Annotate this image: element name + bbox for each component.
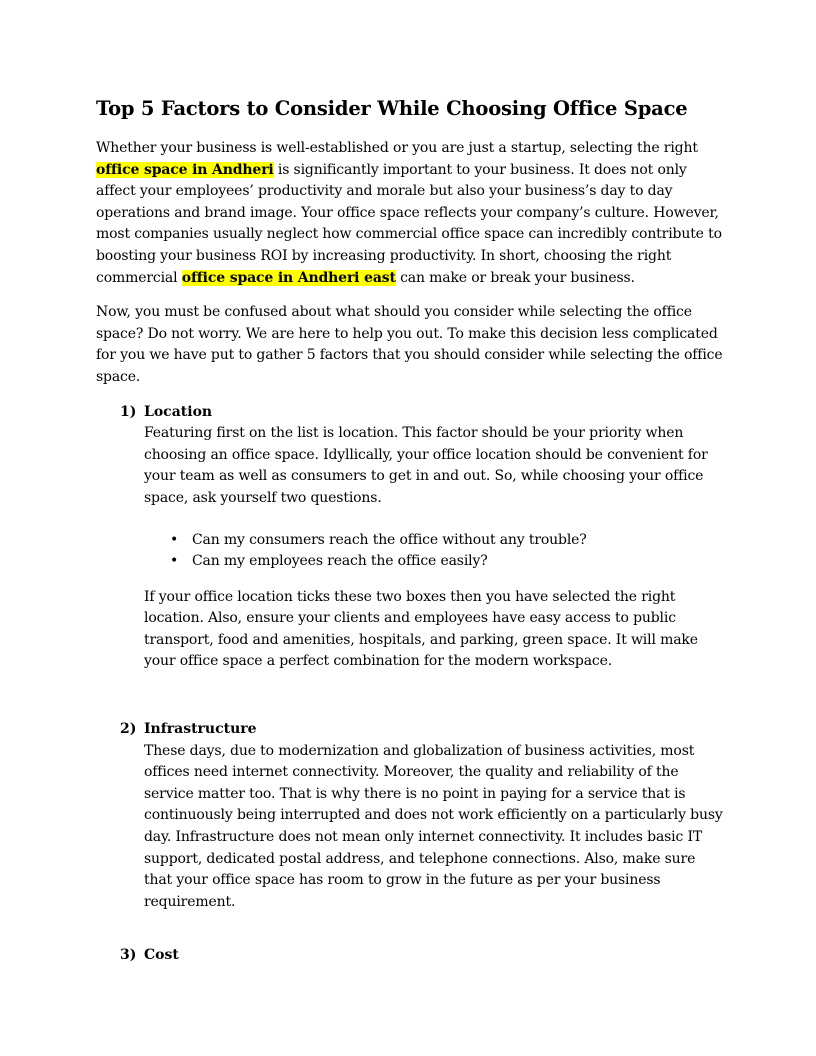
intro-text-2: is significantly important to your business. It does not only affect your employees’ productivity and morale but also your business’s day to day operations and brand image. Your office space reflects your company’s culture. However, most companies usually neglect how commercial office space can incredibly contribute to boosting your business ROI by increasing productivity. In short, choosing the right commercial — [96, 161, 722, 286]
intro-text-1: Whether your business is well-established or you are just a startup, selecting the right — [96, 140, 698, 156]
section-title: Infrastructure — [144, 721, 257, 738]
bullet-icon: • — [170, 531, 179, 548]
section-cost — [96, 945, 726, 967]
intro-paragraph — [96, 138, 726, 289]
section-infrastructure — [96, 719, 726, 913]
list-item: • Can my employees reach the office easily? — [192, 551, 726, 573]
list-item: • Can my consumers reach the office without any trouble? — [192, 530, 726, 552]
section-number: 3) — [120, 947, 137, 964]
section-number: 1) — [120, 403, 137, 420]
section-body: Featuring first on the list is location. This factor should be your priority when choosing an office space. Idyllically, your office location should be convenient for your team as well as consumers to get in and out. So, while choosing your office space, ask yourself two questions. — [144, 425, 708, 506]
highlight-andheri: office space in Andheri — [96, 161, 274, 178]
section-body: These days, due to modernization and globalization of business activities, most offices need internet connectivity. Moreover, the quality and reliability of the service matter too. That is why there is no point in paying for a service that is continuously being interrupted and does not work efficiently on a particularly busy day. Infrastructure does not mean only internet connectivity. It includes basic IT support, dedicated postal address, and telephone connections. Also, make sure that your office space has room to grow in the future as per your business requirement. — [144, 742, 723, 910]
bullet-list — [144, 530, 726, 573]
section-title: Cost — [144, 947, 179, 964]
highlight-andheri-east: office space in Andheri east — [181, 269, 396, 286]
page-title: Top 5 Factors to Consider While Choosing Office Space — [96, 97, 688, 120]
document-page — [96, 94, 726, 967]
intro-text-3: can make or break your business. — [395, 269, 635, 286]
paragraph-2: Now, you must be confused about what should you consider while selecting the office space? Do not worry. We are here to help you out. To make this decision less complicated for you we have put to gather 5 factors that you should consider while selecting the office space. — [96, 304, 723, 385]
section-after-text: If your office location ticks these two boxes then you have selected the right location. Also, ensure your clients and employees have easy access to public transport, food and amenities, hospitals, and parking, green space. It will make your office space a perfect combination for the modern workspace. — [144, 588, 698, 670]
bullet-icon: • — [170, 553, 179, 570]
section-location — [96, 402, 726, 674]
section-title: Location — [144, 403, 213, 420]
section-number: 2) — [120, 721, 137, 738]
